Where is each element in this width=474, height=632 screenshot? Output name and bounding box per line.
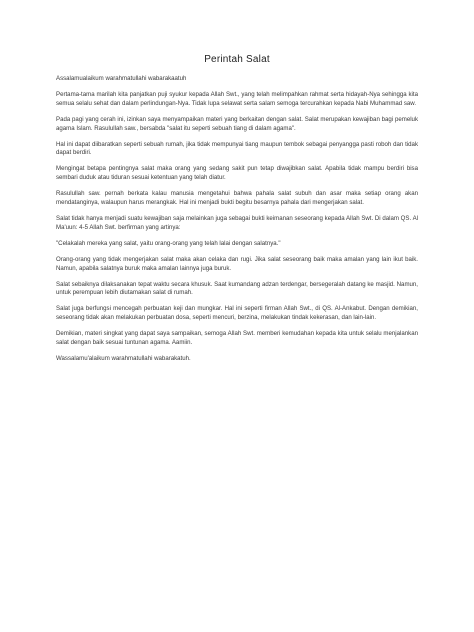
paragraph-analogy: Hal ini dapat diibaratkan seperti sebuah rumah, jika tidak mempunyai tiang maupun tembok sebagai penyangga pasti roboh dan tidak dapat berdiri. xyxy=(56,140,418,157)
document-title: Perintah Salat xyxy=(204,54,270,65)
paragraph-opening: Pertama-tama marilah kita panjatkan puji syukur kepada Allah Swt., yang telah melimpahkan rahmat serta hidayah-Nya sehingga kita semua selalu sehat dan dalam perlindungan-Nya. Tidak lupa selawat serta salam semoga tercurahkan kepada Nabi Muhammad saw. xyxy=(56,90,418,107)
paragraph-intro: Pada pagi yang cerah ini, izinkan saya menyampaikan materi yang berkaitan dengan salat. Salat merupakan kewajiban bagi pemeluk agama Islam. Rasulullah saw., bersabda "salat itu seperti sebuah tiang di dalam agama". xyxy=(56,115,418,132)
paragraph-farewell: Wassalamu'alaikum warahmatullahi wabarakatuh. xyxy=(56,354,191,362)
paragraph-function: Salat juga berfungsi mencegah perbuatan keji dan mungkar. Hal ini seperti firman Allah Swt., di QS. Al-Ankabut. Dengan demikian, seseorang tidak akan melakukan perbuatan dosa, seperti mencuri, berzina, melakukan tindak kekerasan, dan lain-lain. xyxy=(56,305,418,322)
paragraph-consequence: Orang-orang yang tidak mengerjakan salat maka akan celaka dan rugi. Jika salat seseorang baik maka amalan yang lain ikut baik. Namun, apabila salatnya buruk maka amalan lainnya juga buruk. xyxy=(56,255,418,272)
paragraph-importance: Mengingat betapa pentingnya salat maka orang yang sedang sakit pun tetap diwajibkan salat. Apabila tidak mampu berdiri bisa sembari duduk atau tiduran sesuai ketentuan yang telah diatur. xyxy=(56,165,418,182)
paragraph-faith: Salat tidak hanya menjadi suatu kewajiban saja melainkan juga sebagai bukti keimanan seseorang kepada Allah Swt. Di dalam QS. Al Ma'uun: 4-5 Allah Swt. berfirman yang artinya: xyxy=(56,214,418,231)
paragraph-reward: Rasulullah saw. pernah berkata kalau manusia mengetahui bahwa pahala salat subuh dan asar maka setiap orang akan mendatanginya, walaupun harus merangkak. Hal ini menjadi bukti begitu besarnya pahala dari mengerjakan salat. xyxy=(56,190,418,207)
paragraph-timing: Salat sebaiknya dilaksanakan tepat waktu secara khusuk. Saat kumandang adzan terdengar, bersegeralah datang ke masjid. Namun, untuk perempuan lebih diutamakan salat di rumah. xyxy=(56,280,418,297)
paragraph-greeting: Assalamualaikum warahmatullahi wabarakaatuh xyxy=(56,75,187,82)
paragraph-quote: "Celakalah mereka yang salat, yaitu orang-orang yang telah lalai dengan salatnya." xyxy=(56,239,281,247)
paragraph-closing: Demikian, materi singkat yang dapat saya sampaikan, semoga Allah Swt. memberi kemudahan kepada kita untuk selalu menjalankan salat dengan baik sesuai tuntunan agama. Aamiin. xyxy=(56,330,418,347)
